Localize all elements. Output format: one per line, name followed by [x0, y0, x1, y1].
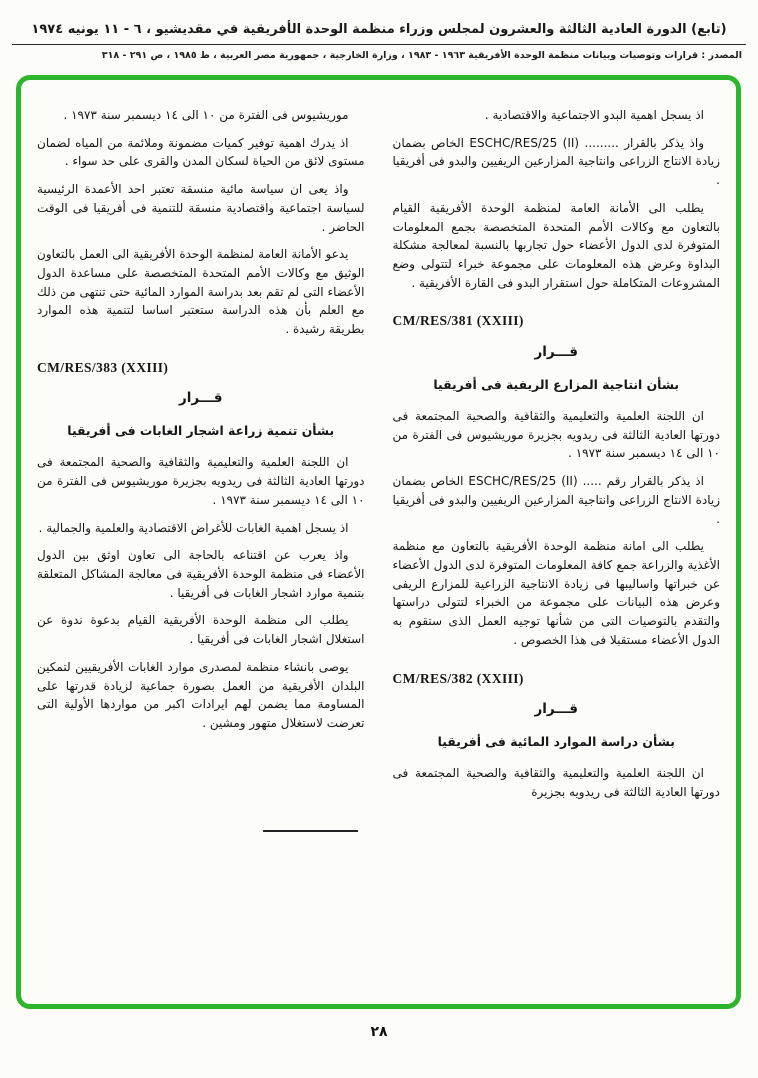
paragraph: اذ يدرك اهمية توفير كميات مضمونة وملائمة من المياه لضمان مستوى لائق من الحياة لسكان المدن والقرى على حد سواء . [37, 135, 365, 169]
resolution-code: CM/RES/383 (XXIII) [37, 359, 169, 375]
session-title: (تابع) الدورة العادية الثالثة والعشرون لمجلس وزراء منظمة الوحدة الأفريقية في مقديشيو ، ٦ - ١١ يونيه ١٩٧٤ [31, 22, 727, 37]
paragraph: يطلب الى الأمانة العامة لمنظمة الوحدة الأفريقية القيام بالتعاون مع وكالات الأمم المتحدة المتخصصة بجمع المعلومات المتوفرة لدى الدول الأعضاء حول تجاربها بالنسبة لمعالجة مشكلة البداوة وعرض هذه المعلومات على مجموعة خبراء لتتولى وضع المشروعات المتكاملة حول استقرار البدو فى القارة الأفريقية . [392, 200, 720, 290]
paragraph: يطلب الى امانة منظمة الوحدة الأفريقية بالتعاون مع منظمة الأغذية والزراعة جمع كافة المعلومات المتوفرة لدى الدول الأعضاء عن خبراتها واساليبها فى زيادة الانتاجية الزراعية للمزارع الريفى وعرض هذه البيانات على مجموعة من الخبراء لتتولى دراستها والتقدم بالتوصيات التى من شأنها توجيه العمل الذى ستقوم به الدول الأعضاء مستقبلا فى هذا الخصوص . [392, 539, 720, 647]
paragraph: يوصى بانشاء منظمة لمصدرى موارد الغابات الأفريقيين لتمكين البلدان الأفريقية من العمل بصورة جماعية لزيادة قدرتها على المساومة مما يضمن لهم ايرادات اكبر من مواردها الأولية التى تعرضت لاستغلال متهور ومشين . [37, 659, 365, 730]
end-of-text-divider [263, 830, 358, 832]
paragraph: واذ يعى ان سياسة مائية منسقة تعتبر احد الأعمدة الرئيسية لسياسة اجتماعية واقتصادية منسقة للتنمية فى أفريقيا فى الوقت الحاضر . [37, 182, 365, 234]
page-number: ٢٨ [370, 1024, 388, 1040]
page-footer [0, 1021, 758, 1040]
paragraph: موريشيوس فى الفترة من ١٠ الى ١٤ ديسمبر سنة ١٩٧٣ . [63, 108, 349, 122]
paragraph: يدعو الأمانة العامة لمنظمة الوحدة الأفريقية الى العمل بالتعاون الوثيق مع وكالات الأمم المتحدة المتخصصة على مساعدة الدول الأعضاء التى لم تقم بعد بدراسة الموارد المائية حتى تنتهى من ذلك مع العلم بأن هذه الدراسة ستعتبر اساسا لتنمية هذه الموارد بطريقة رشيدة . [37, 247, 365, 337]
resolution-heading: قـــرار [534, 700, 578, 717]
resolution-subject: بشأن تنمية زراعة اشجار الغابات فى أفريقيا [67, 423, 335, 438]
paragraph: ان اللجنة العلمية والتعليمية والثقافية والصحية المجتمعة فى دورتها العادية الثالثة فى ريدويه بجزيرة موريشيوس فى الفترة من ١٠ الى ١٤ ديسمبر سنة ١٩٧٣ . [392, 408, 720, 461]
paragraph: اذ يسجل اهمية البدو الاجتماعية والاقتصادية . [484, 108, 704, 122]
paragraph: اذ يذكر بالقرار رقم ..... ‪ESCHC/RES/25 (II)‬ الخاص بضمان زيادة الانتاج الزراعى وانتاجية المزارعين الريفيين والبدو فى أفريقيا . [392, 474, 720, 526]
green-border-frame [16, 75, 741, 1009]
resolution-subject: بشأن انتاجية المزارع الريفية فى أفريقيا [433, 376, 680, 392]
paragraph: يطلب الى منظمة الوحدة الأفريقية القيام بدعوة ندوة عن استغلال اشجار الغابات فى أفريقيا . [37, 613, 365, 647]
resolution-heading: قـــرار [534, 343, 578, 360]
column-left [37, 106, 365, 810]
paragraph: واذ يعرب عن اقتناعه بالحاجة الى تعاون اوثق بين الدول الأعضاء فى منظمة الوحدة الأفريقية فى معالجة المشاكل المتعلقة بتنمية موارد اشجار الغابات فى أفريقيا . [37, 548, 365, 600]
resolution-code: CM/RES/381 (XXIII) [392, 313, 524, 329]
paragraph: واذ يذكر بالقرار ......... ‪ESCHC/RES/25 (II)‬ الخاص بضمان زيادة الانتاج الزراعى وانتاجية المزارعين الريفيين والبدو فى أفريقيا . [392, 135, 720, 188]
paragraph: اذ يسجل اهمية الغابات للأغراض الاقتصادية والعلمية والجمالية . [38, 520, 349, 535]
page-header [0, 0, 758, 61]
resolution-code: CM/RES/382 (XXIII) [392, 670, 524, 686]
resolution-heading: قـــرار [179, 389, 223, 406]
resolution-subject: بشأن دراسة الموارد المائية فى أفريقيا [437, 733, 675, 749]
paragraph: ان اللجنة العلمية والتعليمية والثقافية والصحية المجتمعة فى دورتها العادية الثالثة فى ريدويه بجزيرة [392, 765, 720, 799]
header-divider [12, 44, 746, 45]
paragraph: ان اللجنة العلمية والتعليمية والثقافية والصحية المجتمعة فى دورتها العادية الثالثة فى ريدويه بجزيرة موريشيوس فى الفترة من ١٠ الى ١٤ ديسمبر سنة ١٩٧٣ . [37, 455, 365, 507]
source-citation: المصدر : قرارات وتوصيات وبيانات منظمة الوحدة الأفريقية ١٩٦٣ - ١٩٨٣ ، وزارة الخارجية ، جمهورية مصر العربية ، ط ١٩٨٥ ، ص ٢٩١ - ٣١٨ [101, 50, 742, 61]
two-column-text [37, 106, 720, 810]
column-right [393, 106, 721, 810]
